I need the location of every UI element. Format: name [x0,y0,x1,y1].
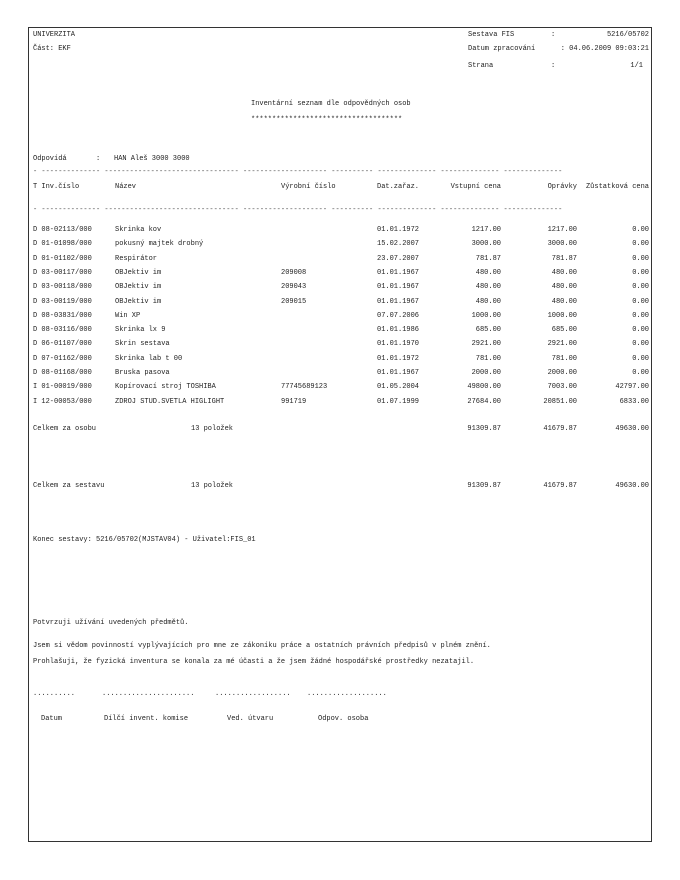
cell-date: 01.01.1986 [377,326,420,335]
cell-depreciation: 2921.00 [547,340,577,349]
cell-residual-price: 0.00 [632,254,649,263]
col-entry-price: Vstupní cena [450,183,501,191]
cell-residual-price: 0.00 [632,297,649,306]
cell-depreciation: 3000.00 [547,240,577,249]
separator-top: - -------------- -------------------------------- -------------------- ---------- -------------- -------------- -------------- [33,168,563,176]
cell-date: 01.01.1970 [377,340,420,349]
total-label: Celkem za sestavu [33,482,105,490]
cell-entry-price: 480.00 [475,297,501,306]
cell-residual-price: 0.00 [632,226,649,234]
cell-date: 01.01.1967 [377,268,420,277]
cell-serial: 77745689123 [281,383,328,392]
statement-confirm: Potvrzuji užívání uvedených předmětů. [33,619,189,627]
cell-entry-price: 2921.00 [471,340,501,349]
cell-depreciation: 20851.00 [543,397,577,406]
cell-date: 01.01.1972 [377,226,420,234]
col-date: Dat.zařaz. [377,183,420,191]
cell-residual-price: 0.00 [632,240,649,249]
total-count: 13 položek [191,482,234,490]
responsible-label: Odpovídá [33,155,67,163]
cell-depreciation: 1000.00 [547,311,577,320]
cell-inv-number: I 01-00019/000 [33,383,92,392]
cell-residual-price: 0.00 [632,340,649,349]
report-end-line: Konec sestavy: 5216/05702(MJSTAV04) - Uživatel:FIS_01 [33,536,256,544]
cell-depreciation: 480.00 [551,283,577,292]
cell-date: 01.01.1967 [377,297,420,306]
page-label: Strana [468,62,494,70]
signature-line-person: ................... [307,690,387,698]
total-residual-price: 49630.00 [615,482,649,490]
cell-inv-number: D 08-02113/000 [33,226,92,234]
cell-serial: 209043 [281,283,307,292]
cell-inv-number: D 01-01098/000 [33,240,92,249]
cell-name: pokusný majtek drobný [115,240,204,249]
cell-name: OBJektiv im [115,283,162,292]
page-number: 1/1 [630,62,643,70]
cell-serial: 991719 [281,397,307,406]
cell-residual-price: 42797.00 [615,383,649,392]
cell-entry-price: 2000.00 [471,369,501,377]
total-depreciation: 41679.87 [543,482,577,490]
cell-name: ZDROJ STUD.SVETLA HIGLIGHT [115,397,225,406]
statement-aware: Jsem si vědom povinností vyplývajících pro mne ze zákoníku práce a ostatních právních předpisů v plném znění. [33,642,491,650]
cell-inv-number: D 08-03831/000 [33,311,92,320]
report-title: Inventární seznam dle odpovědných osob [251,100,411,108]
report-number: 5216/05702 [606,31,649,39]
signature-label-head: Ved. útvaru [227,715,274,723]
signature-label-commission: Dílčí invent. komise [104,715,189,723]
cell-date: 01.07.1999 [377,397,420,406]
cell-inv-number: D 06-01107/000 [33,340,92,349]
total-count: 13 položek [191,425,234,433]
cell-depreciation: 7003.00 [547,383,577,392]
cell-name: OBJektiv im [115,268,162,277]
part-label: Část: EKF [33,45,71,53]
cell-date: 23.07.2007 [377,254,420,263]
cell-depreciation: 781.87 [551,254,577,263]
col-inv-number: T Inv.číslo [33,183,80,191]
total-entry-price: 91309.87 [467,425,501,433]
cell-residual-price: 0.00 [632,283,649,292]
cell-depreciation: 480.00 [551,297,577,306]
signature-line-head: .................. [215,690,291,698]
separator-header: - -------------- -------------------------------- -------------------- ---------- -------------- -------------- -------------- [33,206,563,214]
col-depreciation: Oprávky [547,183,577,191]
cell-name: Skrinka lx 9 [115,326,166,335]
cell-residual-price: 6833.00 [619,397,649,406]
cell-name: Kopírovací stroj TOSHIBA [115,383,216,392]
cell-inv-number: D 01-01102/000 [33,254,92,263]
cell-inv-number: D 08-03116/000 [33,326,92,335]
report-colon: : [551,31,556,39]
cell-name: Skrinka lab t 00 [115,354,183,363]
cell-name: OBJektiv im [115,297,162,306]
cell-entry-price: 49800.00 [467,383,501,392]
cell-entry-price: 27684.00 [467,397,501,406]
total-depreciation: 41679.87 [543,425,577,433]
cell-depreciation: 1217.00 [547,226,577,234]
statement-declare: Prohlašuji, že fyzická inventura se konala za mé účasti a že jsem žádné hospodářské prostředky nezatajil. [33,658,475,666]
cell-serial: 209008 [281,268,307,277]
cell-entry-price: 3000.00 [471,240,501,249]
cell-date: 15.02.2007 [377,240,420,249]
page-colon: : [551,62,556,70]
cell-name: Skrin sestava [115,340,170,349]
col-name: Název [115,183,137,191]
cell-inv-number: D 07-01162/000 [33,354,92,363]
cell-name: Skrinka kov [115,226,162,234]
cell-residual-price: 0.00 [632,326,649,335]
cell-depreciation: 480.00 [551,268,577,277]
cell-name: Win XP [115,311,141,320]
cell-residual-price: 0.00 [632,354,649,363]
cell-depreciation: 685.00 [551,326,577,335]
cell-entry-price: 1217.00 [471,226,501,234]
cell-depreciation: 781.00 [551,354,577,363]
cell-entry-price: 1000.00 [471,311,501,320]
report-label: Sestava FIS [468,31,515,39]
cell-date: 01.01.1967 [377,283,420,292]
cell-entry-price: 685.00 [475,326,501,335]
cell-inv-number: D 03-00117/000 [33,268,92,277]
cell-date: 01.01.1967 [377,369,420,377]
signature-line-commission: ...................... [102,690,195,698]
responsible-colon: : [96,155,101,163]
total-residual-price: 49630.00 [615,425,649,433]
total-label: Celkem za osobu [33,425,97,433]
cell-residual-price: 0.00 [632,268,649,277]
cell-inv-number: D 08-01168/000 [33,369,92,377]
cell-entry-price: 480.00 [475,283,501,292]
cell-inv-number: D 03-00119/000 [33,297,92,306]
cell-entry-price: 480.00 [475,268,501,277]
col-residual-price: Zůstatková cena [585,183,649,191]
cell-date: 01.05.2004 [377,383,420,392]
signature-line-date: .......... [33,690,76,698]
report-title-underline: ************************************ [251,116,403,124]
cell-entry-price: 781.87 [475,254,501,263]
cell-name: Bruska pasova [115,369,170,377]
responsible-name: HAN Aleš 3000 3000 [114,155,190,163]
cell-date: 01.01.1972 [377,354,420,363]
cell-inv-number: I 12-00053/000 [33,397,92,406]
cell-residual-price: 0.00 [632,311,649,320]
cell-date: 07.07.2006 [377,311,420,320]
report-page [28,27,652,842]
total-entry-price: 91309.87 [467,482,501,490]
org-name: UNIVERZITA [33,31,76,39]
cell-serial: 209015 [281,297,307,306]
cell-depreciation: 2000.00 [547,369,577,377]
cell-residual-price: 0.00 [632,369,649,377]
signature-label-person: Odpov. osoba [318,715,369,723]
date-label: Datum zpracování [468,45,536,53]
cell-entry-price: 781.00 [475,354,501,363]
signature-label-date: Datum [41,715,63,723]
processing-date: : 04.06.2009 09:03:21 [560,45,649,53]
col-serial: Výrobní číslo [281,183,336,191]
cell-name: Respirátor [115,254,158,263]
cell-inv-number: D 03-00118/000 [33,283,92,292]
